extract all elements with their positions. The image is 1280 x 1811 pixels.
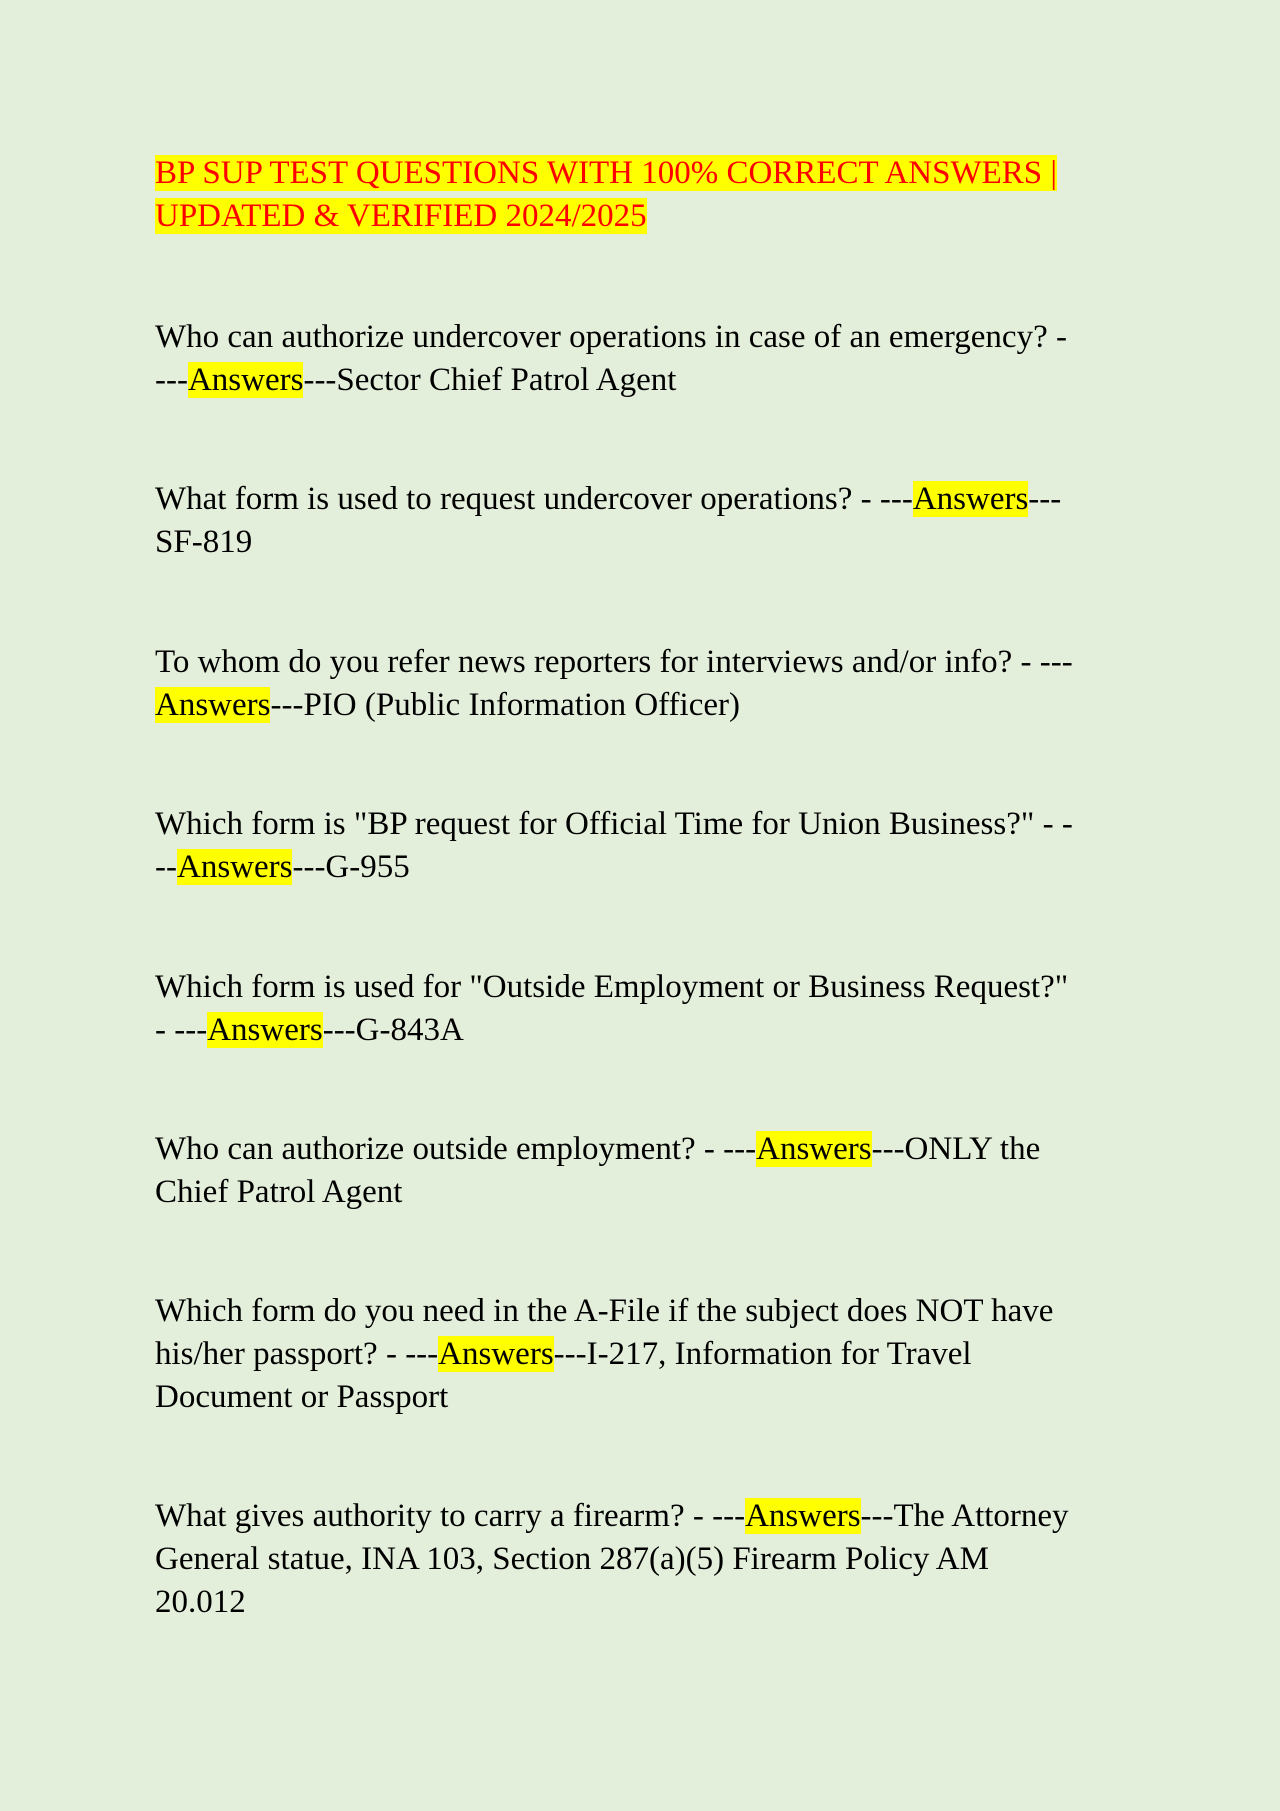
answers-label: Answers — [176, 849, 293, 885]
qa-item-3 — [155, 641, 1135, 727]
question-text: Which form is used for "Outside Employment or Business Request?" — [155, 969, 1069, 1005]
answer-text-cont: General statue, INA 103, Section 287(a)(5) Firearm Policy AM — [155, 1541, 989, 1577]
answers-label: Answers — [438, 1336, 554, 1372]
answer-text: ---The Attorney — [860, 1498, 1069, 1534]
question-text: What form is used to request undercover operations? - --- — [155, 481, 913, 517]
question-text: Who can authorize undercover operations in case of an emergency? - — [155, 319, 1067, 355]
qa-item-8 — [155, 1495, 1135, 1624]
qa-item-2 — [155, 478, 1135, 564]
answer-text: ---I-217, Information for Travel — [553, 1336, 972, 1372]
question-text-cont: his/her passport? - --- — [155, 1336, 439, 1372]
question-text: Which form is "BP request for Official Time for Union Business?" - - — [155, 806, 1073, 842]
answers-label: Answers — [912, 481, 1029, 517]
answer-text-cont: Chief Patrol Agent — [155, 1174, 403, 1210]
question-text: Who can authorize outside employment? - --- — [155, 1131, 757, 1167]
answer-text-cont: Document or Passport — [155, 1379, 449, 1415]
answer-text: ---Sector Chief Patrol Agent — [303, 362, 677, 398]
answers-label: Answers — [155, 687, 271, 723]
question-text-cont: --- — [155, 362, 188, 398]
answer-text-cont-2: 20.012 — [155, 1584, 246, 1620]
question-text: What gives authority to carry a firearm? - --- — [155, 1498, 746, 1534]
answers-label: Answers — [187, 362, 304, 398]
answer-text: ---ONLY the — [871, 1131, 1041, 1167]
answer-text: --- — [1028, 481, 1062, 517]
qa-item-7 — [155, 1290, 1135, 1419]
answers-label: Answers — [756, 1131, 872, 1167]
qa-item-6 — [155, 1128, 1135, 1214]
title-line-1: BP SUP TEST QUESTIONS WITH 100% CORRECT ANSWERS | — [155, 155, 1058, 191]
qa-item-1 — [155, 316, 1135, 402]
question-text: To whom do you refer news reporters for interviews and/or info? - --- — [155, 644, 1073, 680]
answer-text: ---G-843A — [322, 1012, 464, 1048]
question-text-cont: -- — [155, 849, 177, 885]
qa-item-4 — [155, 803, 1135, 889]
title-line-2: UPDATED & VERIFIED 2024/2025 — [155, 198, 647, 234]
answer-text: ---PIO (Public Information Officer) — [270, 687, 740, 723]
answer-text-cont: SF-819 — [155, 524, 253, 560]
qa-item-5 — [155, 966, 1135, 1052]
answers-label: Answers — [207, 1012, 323, 1048]
document-title — [155, 152, 1135, 238]
question-text: Which form do you need in the A-File if the subject does NOT have — [155, 1293, 1054, 1329]
answers-label: Answers — [745, 1498, 861, 1534]
question-text-cont: - --- — [155, 1012, 208, 1048]
answer-text: ---G-955 — [292, 849, 410, 885]
